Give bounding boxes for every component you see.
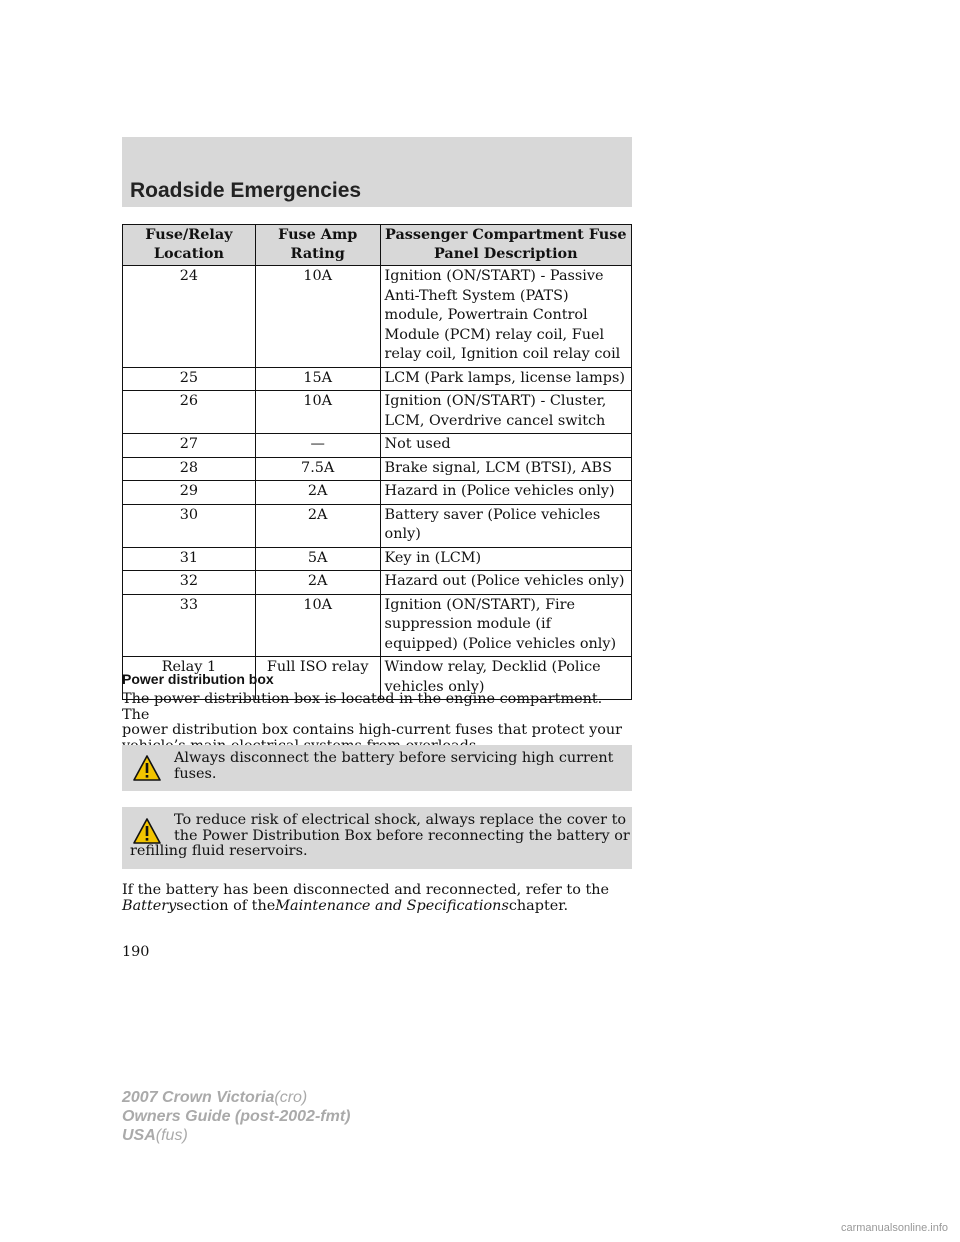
table-row	[123, 391, 632, 434]
table-row	[123, 266, 632, 368]
cell-rating: 10A	[255, 266, 380, 368]
outro-paragraph	[122, 883, 634, 914]
cell-rating: 2A	[255, 504, 380, 547]
cell-rating: 10A	[255, 594, 380, 657]
col-header-rating: Fuse Amp Rating	[255, 225, 380, 266]
warning-triangle-icon	[132, 817, 162, 845]
cell-rating: 2A	[255, 571, 380, 595]
cell-description: LCM (Park lamps, license lamps)	[380, 367, 631, 391]
chapter-reference: Maintenance and Specifications	[275, 897, 509, 914]
cell-description: Hazard in (Police vehicles only)	[380, 481, 631, 505]
cell-description: Battery saver (Police vehicles only)	[380, 504, 631, 547]
cell-description: Window relay, Decklid (Police vehicles only)	[380, 657, 631, 700]
cell-description: Not used	[380, 434, 631, 458]
table-row	[123, 434, 632, 458]
footer-line-1: 2007 Crown Victoria(cro)	[122, 1089, 308, 1106]
cell-rating: —	[255, 434, 380, 458]
section-heading: Power distribution box	[122, 671, 274, 687]
page-title: Roadside Emergencies	[130, 179, 362, 202]
footer-line-2: Owners Guide (post-2002-fmt)	[122, 1108, 351, 1125]
cell-description: Ignition (ON/START) - Cluster, LCM, Overdrive cancel switch	[380, 391, 631, 434]
cell-location: 24	[123, 266, 256, 368]
cell-location: 29	[123, 481, 256, 505]
cell-rating: Full ISO relay	[255, 657, 380, 700]
table-row	[123, 504, 632, 547]
table-row	[123, 367, 632, 391]
col-header-description: Passenger Compartment Fuse Panel Description	[380, 225, 631, 266]
table-row	[123, 594, 632, 657]
cell-description: Brake signal, LCM (BTSI), ABS	[380, 457, 631, 481]
cell-location: 33	[123, 594, 256, 657]
warning-text-1: Always disconnect the battery before servicing high current fuses.	[174, 750, 614, 782]
table-row	[123, 571, 632, 595]
cell-rating: 10A	[255, 391, 380, 434]
cell-location: 30	[123, 504, 256, 547]
cell-location: 25	[123, 367, 256, 391]
cell-location: 28	[123, 457, 256, 481]
table-row	[123, 547, 632, 571]
cell-description: Ignition (ON/START), Fire suppression module (if equipped) (Police vehicles only)	[380, 594, 631, 657]
footer-line-3: USA(fus)	[122, 1127, 188, 1144]
cell-location: 32	[123, 571, 256, 595]
cell-location: Relay 1	[123, 657, 256, 700]
fuse-table	[122, 224, 632, 700]
intro-line: The power distribution box is located in the engine compartment. The	[122, 691, 603, 723]
warning-box-2	[122, 807, 632, 869]
cell-rating: 2A	[255, 481, 380, 505]
cell-description: Key in (LCM)	[380, 547, 631, 571]
col-header-location: Fuse/Relay Location	[123, 225, 256, 266]
warning-triangle-icon	[132, 754, 162, 782]
cell-location: 31	[123, 547, 256, 571]
outro-line-2: Batterysection of theMaintenance and Specificationschapter.	[122, 897, 569, 914]
warning-box-1	[122, 745, 632, 791]
footer	[122, 1088, 350, 1145]
table-header-row	[123, 225, 632, 266]
battery-reference: Battery	[122, 897, 177, 914]
warning-text-2b: refilling fluid reservoirs.	[130, 843, 308, 859]
cell-description: Hazard out (Police vehicles only)	[380, 571, 631, 595]
cell-location: 26	[123, 391, 256, 434]
warning-text-2a: To reduce risk of electrical shock, always replace the cover to the Power Distribution Box before reconnecting the battery or	[174, 812, 630, 844]
cell-rating: 15A	[255, 367, 380, 391]
watermark: carmanualsonline.info	[840, 1222, 948, 1234]
page-number: 190	[122, 944, 150, 960]
cell-rating: 5A	[255, 547, 380, 571]
cell-location: 27	[123, 434, 256, 458]
cell-rating: 7.5A	[255, 457, 380, 481]
table-row	[123, 457, 632, 481]
header-band	[122, 137, 632, 207]
cell-description: Ignition (ON/START) - Passive Anti-Theft System (PATS) module, Powertrain Control Module (PCM) relay coil, Fuel relay coil, Ignition coil relay coil	[380, 266, 631, 368]
table-row	[123, 481, 632, 505]
intro-line: power distribution box contains high-current fuses that protect your	[122, 722, 623, 738]
outro-line-1: If the battery has been disconnected and reconnected, refer to the	[122, 882, 610, 898]
